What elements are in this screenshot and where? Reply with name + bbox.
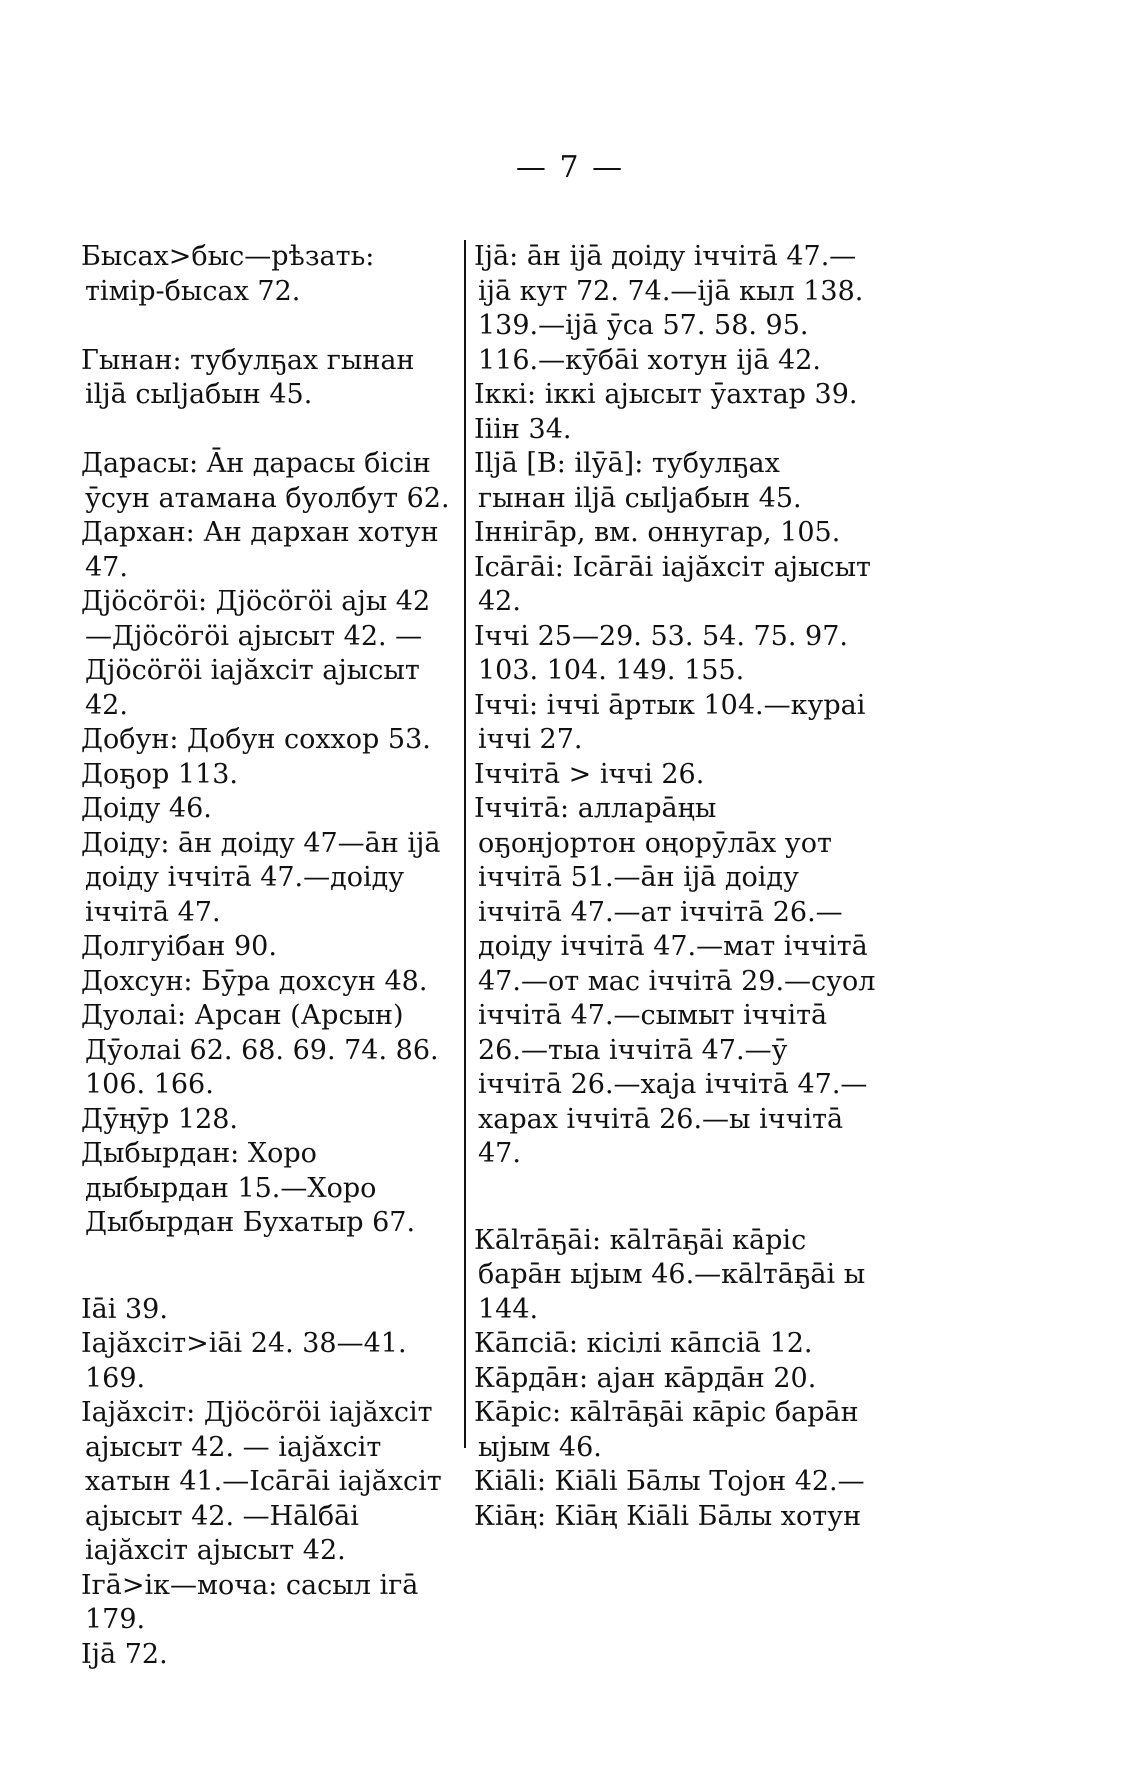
entry: Кāріс: кālтāҕāі кāріс барāн ыјым 46. [474,1397,859,1463]
entry: Іlјā [В: іlӯā]: тубулҕах гынан іlјā сыlјабын 45. [474,448,802,514]
entry: Іччітā > іччі 26. [474,758,705,790]
entry: Гынан: тубулҕах гынан іlјā сыlјабын 45. [81,344,415,410]
entry: Іајӑхсіт: Дјӧсӧгӧі іајӑхсіт ајысыт 42. — іајӑхсіт хатын 41.—Ісāгāі іајӑхсіт ајысыт 42. —Нālбāі іајӑхсіт ајысыт 42. [81,1397,442,1566]
entry: Дуолаі: Арсан (Арсын) Дӯолаі 62. 68. 69. 74. 86. 106. 166. [81,1000,439,1100]
entry: Іччі 25—29. 53. 54. 75. 97. 103. 104. 149. 155. [474,620,848,686]
entry: Доіду 46. [81,793,212,824]
right-column [474,240,876,1534]
left-column [81,240,455,1672]
entry: Кālтāҕāі: кālтāҕāі кāріс барāн ыјым 46.—кālтāҕāі ы 144. [474,1224,866,1325]
page-number: — 7 — [515,150,625,185]
entry: Ігā>ік—моча: сасыл ігā 179. [81,1569,419,1635]
entry: Іāі 39. [81,1293,168,1325]
entry: Іјā: āн іјā доіду іччітā 47.—іјā кут 72. 74.—іјā кыл 138. 139.—іјā ӯса 57. 58. 95. 116.—кӯбāі хотун іјā 42. [474,241,864,376]
entry: Дохсун: Бӯра дохсун 48. [81,965,428,997]
entry: Дархан: Ан дархан хотун 47. [81,517,439,583]
entry: Кіāң: Кіāң Кіālі Бāлы хотун [474,1500,862,1532]
entry: Кāпсіā: кісілі кāпсіā 12. [474,1328,813,1359]
left-group-2 [81,1293,455,1673]
right-group-1 [474,240,876,1172]
entry: Дыбырдан: Хоро дыбырдан 15.—Хоро Дыбырдан Бухатыр 67. [81,1138,416,1238]
entry: Іккі: іккі ајысыт ӯахтар 39. [474,379,858,410]
entry: Кāрдāн: ајан кāрдāн 20. [474,1362,817,1394]
entry: Добун: Добун соххор 53. [81,724,431,755]
entry: Дарасы: Āн дарасы бісін ӯсун атамана буолбут 62. [81,448,450,514]
entry: Іччітā: алларāңы оҕонјортон оңорӯлāх уот іччітā 51.—āн іјā доіду іччітā 47.—ат іччітā 26.—доіду іччітā 47.—мат іччітā 47.—от мас іччітā 29.—суол іччітā 47.—сымыт іччітā 26.—тыа іччітā 47.—ӯ іччітā 26.—хаја іччітā 47.—харах іччітā 26.—ы іччітā 47. [474,793,876,1169]
entry: Бысах>быс—рѣзать: тімір-бысах 72. [81,241,375,307]
left-group-1 [81,240,455,1241]
entry: Ісāгāі: Ісāгāі іајӑхсіт ајысыт 42. [474,551,871,617]
entry: Іајӑхсіт>іāі 24. 38—41. 169. [81,1328,407,1394]
column-divider [464,240,466,1448]
entry: Кіālі: Кіālі Бāлы Тојон 42.— [474,1466,865,1497]
entry: Іннігāр, вм. оннугар, 105. [474,517,841,548]
entry: Дјӧсӧгӧі: Дјӧсӧгӧі ајы 42—Дјӧсӧгӧі ајысыт 42. — Дјӧсӧгӧі іајӑхсіт ајысыт 42. [81,586,431,721]
entry: Ііін 34. [474,413,572,445]
entry: Іччі: іччі āртык 104.—кураі іччі 27. [474,689,866,755]
entry: Долгуібан 90. [81,931,277,962]
entry: Доіду: āн доіду 47—āн іјā доіду іччітā 47.—доіду іччітā 47. [81,827,441,928]
right-group-2 [474,1224,876,1535]
entry: Доҕор 113. [81,758,239,790]
entry: Іјā 72. [81,1638,168,1670]
entry: Дӯңӯр 128. [81,1103,239,1135]
